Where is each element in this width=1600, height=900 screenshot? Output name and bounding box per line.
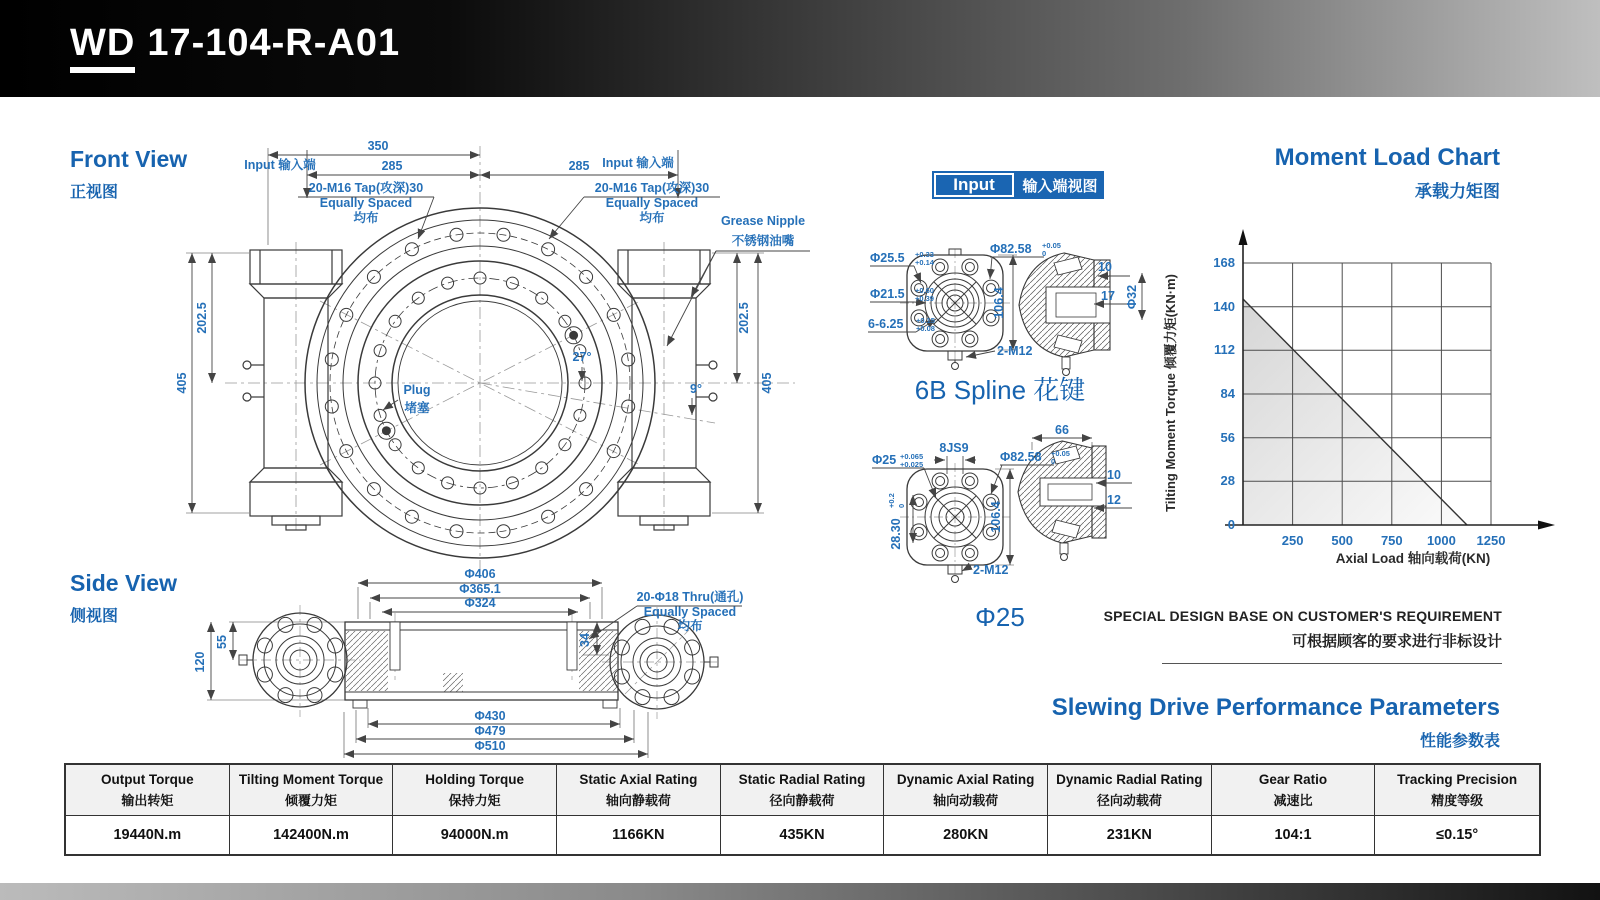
front-view-title-cn: 正视图 xyxy=(70,184,119,201)
header-en: Static Axial Rating xyxy=(579,772,698,787)
value-dynamic-radial: 231KN xyxy=(1048,816,1212,854)
dim-430: Φ430 xyxy=(474,709,506,723)
spline-section-title: 6B Spline 花键 xyxy=(914,375,1086,405)
dim-d8258-tol-l: 0 xyxy=(1042,249,1047,258)
chart-title-cn: 承载力矩图 xyxy=(1415,182,1500,201)
front-view-drawing xyxy=(170,130,850,575)
header-en: Static Radial Rating xyxy=(738,772,866,787)
header-cn: 精度等级 xyxy=(1431,793,1484,808)
header-en: Tracking Precision xyxy=(1397,772,1518,787)
input-badge-cn: 输入端视图 xyxy=(1022,177,1098,195)
phi25-caption: Φ25 xyxy=(975,602,1025,632)
grease-nipple-label-en: Grease Nipple xyxy=(720,214,806,228)
dim-510: Φ510 xyxy=(474,739,506,753)
dim-d255-tol-u: +0.33 xyxy=(915,250,934,259)
chart-heading xyxy=(1160,144,1500,202)
dim-17: 17 xyxy=(1101,289,1115,303)
dim-d625: 6-6.25 xyxy=(868,317,904,331)
chart-yticks xyxy=(1213,255,1235,532)
dim-d255: Φ25.5 xyxy=(870,251,905,265)
header-cn: 径向动载荷 xyxy=(1096,793,1162,808)
dim-1064-2: 106.4 xyxy=(989,501,1003,533)
col-header-dynamic-axial xyxy=(884,765,1048,816)
tap-note-right-2: Equally Spaced xyxy=(605,196,699,210)
side-view-drawing xyxy=(185,555,745,765)
dim-405-left: 405 xyxy=(175,372,189,394)
angle-27-label: 27° xyxy=(572,350,592,364)
thru-note-2: Equally Spaced xyxy=(643,605,737,619)
dim-406: Φ406 xyxy=(464,567,496,581)
header-cn: 输出转矩 xyxy=(121,793,174,808)
input-badge-en: Input xyxy=(934,173,1014,197)
side-view-heading xyxy=(70,572,177,626)
performance-table xyxy=(64,763,1541,856)
ytick-28: 28 xyxy=(1220,473,1235,488)
dim-202-right: 202.5 xyxy=(737,302,751,334)
header-en: Holding Torque xyxy=(425,772,525,787)
xtick-250: 250 xyxy=(1281,533,1304,548)
dim-285-right: 285 xyxy=(568,159,590,173)
col-header-tracking-precision xyxy=(1375,765,1539,816)
gear-housings xyxy=(239,613,718,709)
input-label-left: Input 输入端 xyxy=(244,158,316,172)
dim-479: Φ479 xyxy=(474,724,506,738)
value-dynamic-axial: 280KN xyxy=(884,816,1048,854)
special-design-en: SPECIAL DESIGN BASE ON CUSTOMER'S REQUIREMENT xyxy=(1103,608,1502,624)
col-header-holding-torque xyxy=(393,765,557,816)
ytick-0: 0 xyxy=(1227,517,1235,532)
chart-xticks xyxy=(1282,533,1506,548)
tap-note-right-3: 均布 xyxy=(639,211,665,225)
dim-324: Φ324 xyxy=(464,596,496,610)
dim-d8258-tol-u: +0.05 xyxy=(1042,241,1061,250)
header-cn: 径向静载荷 xyxy=(769,793,835,808)
dim-202-left: 202.5 xyxy=(195,302,209,334)
front-view-title-en: Front View xyxy=(70,146,188,172)
input-view-badge xyxy=(932,171,1104,199)
thru-note-3: 均布 xyxy=(677,619,703,633)
chart-ylabel: Tilting Moment Torque 倾覆力矩(KN·m) xyxy=(1163,274,1178,512)
value-tilting-moment: 142400N.m xyxy=(230,816,394,854)
col-header-output-torque xyxy=(66,765,230,816)
input-section xyxy=(1019,253,1110,376)
xtick-500: 500 xyxy=(1331,533,1354,548)
header-en: Dynamic Radial Rating xyxy=(1056,772,1203,787)
header-bar xyxy=(0,0,1600,97)
dim-1064: 106.4 xyxy=(992,287,1006,319)
value-tracking-precision: ≤0.15° xyxy=(1375,816,1539,854)
ytick-56: 56 xyxy=(1220,430,1235,445)
value-gear-ratio: 104:1 xyxy=(1212,816,1376,854)
performance-title-cn: 性能参数表 xyxy=(1419,733,1500,750)
plug-label-cn: 堵塞 xyxy=(404,401,430,415)
header-en: Tilting Moment Torque xyxy=(238,772,384,787)
dim-350: 350 xyxy=(367,139,389,153)
side-view-title-cn: 侧视图 xyxy=(70,608,119,625)
col-header-gear-ratio xyxy=(1212,765,1376,816)
dim-2830-tol-u: +0.2 xyxy=(887,493,896,508)
tap-note-left-2: Equally Spaced xyxy=(319,196,413,210)
moment-load-chart xyxy=(1155,225,1575,570)
dim-d625-tol-l: +0.08 xyxy=(916,324,935,333)
dim-2m12: 2-M12 xyxy=(997,344,1033,358)
value-static-radial: 435KN xyxy=(721,816,885,854)
dim-285-left: 285 xyxy=(381,159,403,173)
tap-note-left-3: 均布 xyxy=(353,211,379,225)
chart-title-en: Moment Load Chart xyxy=(1274,144,1500,171)
dim-10: 10 xyxy=(1098,260,1112,274)
ytick-112: 112 xyxy=(1214,342,1235,357)
dim-d255-tol-l: +0.14 xyxy=(915,258,934,267)
header-cn: 轴向静载荷 xyxy=(605,793,671,808)
value-output-torque: 19440N.m xyxy=(66,816,230,854)
xtick-750: 750 xyxy=(1380,533,1403,548)
dim-d32: Φ32 xyxy=(1125,284,1139,310)
ytick-168: 168 xyxy=(1213,255,1235,270)
header-cn: 减速比 xyxy=(1273,793,1313,808)
dim-d8258-2: Φ82.58 xyxy=(1000,450,1042,464)
model-code: 17-104-R-A01 xyxy=(147,22,401,64)
chart-xlabel: Axial Load 轴向载荷(KN) xyxy=(1335,551,1491,566)
brand-code: WD xyxy=(70,22,135,73)
spline-drawing xyxy=(850,408,1160,588)
tap-note-right-1: 20-M16 Tap(攻深)30 xyxy=(594,181,710,195)
dim-d8258-2-tol-u: +0.05 xyxy=(1051,449,1070,458)
input-label-right: Input 输入端 xyxy=(602,156,674,170)
special-design-cn: 可根据顾客的要求进行非标设计 xyxy=(1291,633,1502,650)
input-end-drawing xyxy=(850,205,1160,380)
value-static-axial: 1166KN xyxy=(557,816,721,854)
dim-2830: 28.30 xyxy=(889,518,903,550)
tap-note-left-1: 20-M16 Tap(攻深)30 xyxy=(308,181,424,195)
dim-120: 120 xyxy=(193,651,207,673)
page-title xyxy=(70,22,400,73)
plug-label-en: Plug xyxy=(403,383,431,397)
ytick-140: 140 xyxy=(1213,299,1235,314)
xtick-1250: 1250 xyxy=(1476,533,1506,548)
grease-nipple-label-cn: 不锈钢油嘴 xyxy=(731,234,795,248)
col-header-static-axial xyxy=(557,765,721,816)
dim-10-2: 10 xyxy=(1107,468,1121,482)
header-cn: 轴向动载荷 xyxy=(933,793,999,808)
dim-2m12-2: 2-M12 xyxy=(973,563,1009,577)
dim-d25: Φ25 xyxy=(872,453,897,467)
dim-8js9: 8JS9 xyxy=(939,441,969,455)
dim-d625-tol-u: +0.15 xyxy=(916,316,935,325)
footer-bar xyxy=(0,883,1600,900)
dim-d215-tol-l: +0.39 xyxy=(915,294,934,303)
performance-heading xyxy=(1000,694,1500,751)
header-cn: 保持力矩 xyxy=(448,793,501,808)
dim-405-right: 405 xyxy=(760,372,774,394)
col-header-dynamic-radial xyxy=(1048,765,1212,816)
dim-d25-tol-l: +0.025 xyxy=(900,460,924,469)
value-holding-torque: 94000N.m xyxy=(393,816,557,854)
header-en: Gear Ratio xyxy=(1258,772,1328,787)
dim-d8258-2-tol-l: 0 xyxy=(1051,457,1056,466)
col-header-static-radial xyxy=(721,765,885,816)
angle-9-label: 9° xyxy=(690,382,702,396)
dim-2830-tol-l: 0 xyxy=(897,503,906,508)
dim-d8258: Φ82.58 xyxy=(990,242,1032,256)
col-header-tilting-moment xyxy=(230,765,394,816)
dim-55: 55 xyxy=(215,635,229,649)
header-en: Output Torque xyxy=(100,772,194,787)
dim-66: 66 xyxy=(1055,423,1069,437)
dim-d25-tol-u: +0.065 xyxy=(900,452,924,461)
performance-title-en: Slewing Drive Performance Parameters xyxy=(1051,694,1500,721)
xtick-1000: 1000 xyxy=(1426,533,1456,548)
divider-line xyxy=(1162,663,1502,664)
header-en: Dynamic Axial Rating xyxy=(896,772,1035,787)
dim-365: Φ365.1 xyxy=(459,582,501,596)
thru-note-1: 20-Φ18 Thru(通孔) xyxy=(636,590,744,604)
header-cn: 倾覆力矩 xyxy=(284,793,337,808)
ytick-84: 84 xyxy=(1220,386,1235,401)
special-design-note xyxy=(1100,608,1502,664)
front-dimension-lines xyxy=(186,148,810,513)
side-view-title-en: Side View xyxy=(70,570,177,596)
dim-d215-tol-u: +0.60 xyxy=(915,286,934,295)
dim-12: 12 xyxy=(1107,493,1121,507)
dim-d215: Φ21.5 xyxy=(870,287,905,301)
dim-34: 34 xyxy=(578,633,592,647)
